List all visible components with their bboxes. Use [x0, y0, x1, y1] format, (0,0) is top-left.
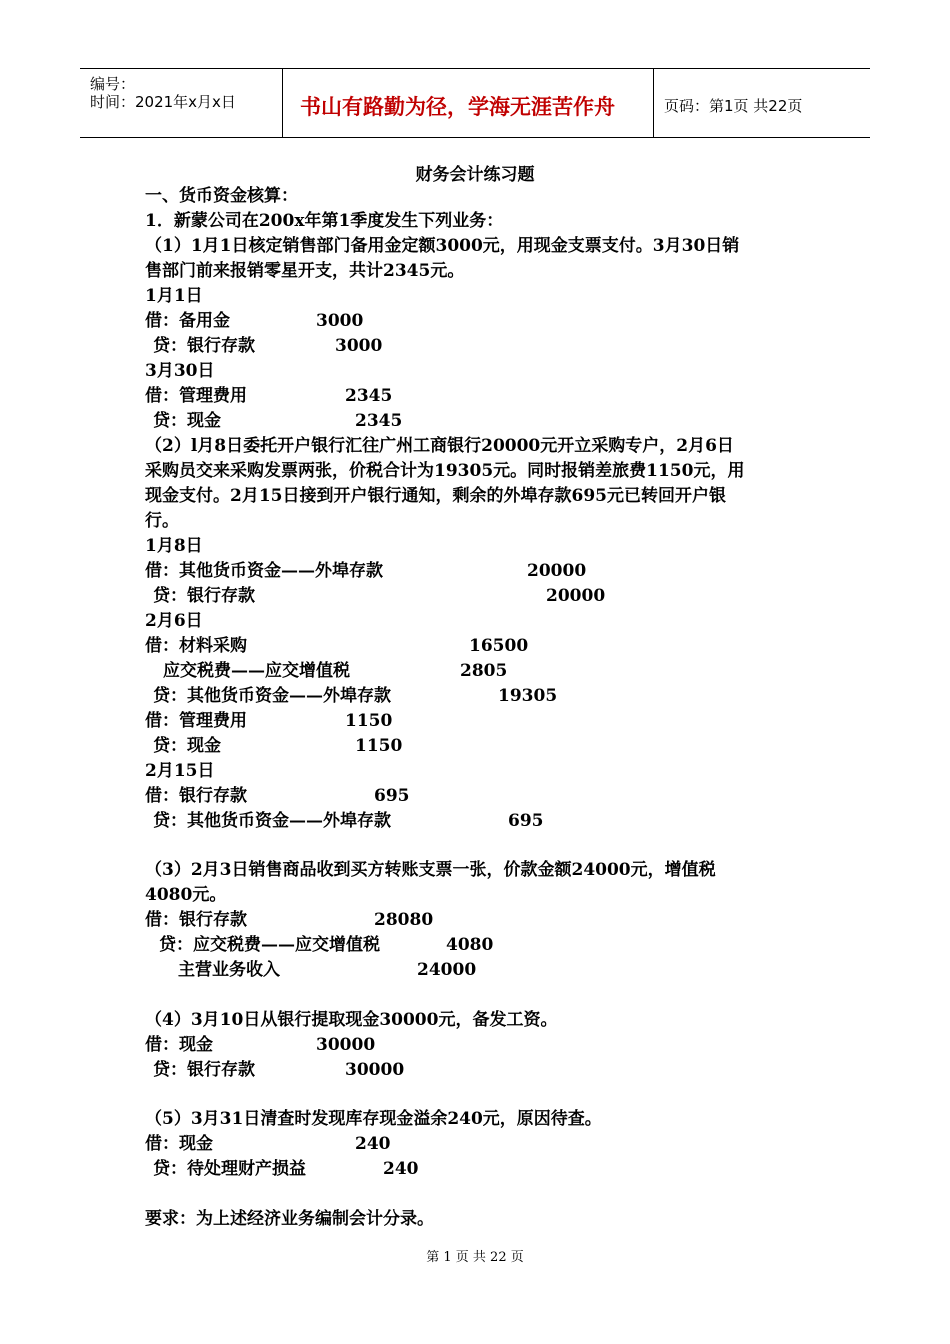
requirement-line: 要求：为上述经济业务编制会计分录。	[145, 1209, 434, 1229]
entry-account: 贷：待处理财产损益	[153, 1159, 306, 1179]
question-intro: 1．新蒙公司在200x年第1季度发生下列业务：	[145, 211, 504, 231]
entry-account: 借：银行存款	[145, 910, 247, 930]
text-line: 行。	[145, 511, 179, 531]
entry-amount: 2345	[345, 386, 393, 406]
entry-account: 贷：现金	[153, 411, 221, 431]
text-line: （3）2月3日销售商品收到买方转账支票一张，价款金额24000元，增值税	[145, 860, 716, 880]
entry-account: 贷：其他货币资金——外埠存款	[153, 686, 391, 706]
entry-amount: 24000	[417, 960, 477, 980]
entry-amount: 240	[383, 1159, 419, 1179]
entry-account: 借：其他货币资金——外埠存款	[145, 561, 383, 581]
entry-account: 借：材料采购	[145, 636, 247, 656]
entry-amount: 3000	[335, 336, 383, 356]
text-line: （1）1月1日核定销售部门备用金定额3000元，用现金支票支付。3月30日销	[145, 236, 740, 256]
entry-account: 贷：银行存款	[153, 1060, 255, 1080]
entry-account: 借：银行存款	[145, 786, 247, 806]
time-label: 时间：2021年x月x日	[90, 93, 236, 111]
entry-account: 借：现金	[145, 1134, 213, 1154]
entry-amount: 695	[508, 811, 544, 831]
entry-amount: 16500	[469, 636, 529, 656]
entry-account: 借：管理费用	[145, 711, 247, 731]
page-footer: 第 1 页 共 22 页	[426, 1250, 524, 1265]
text-line: 采购员交来采购发票两张，价税合计为19305元。同时报销差旅费1150元，用	[145, 461, 745, 481]
entry-amount: 20000	[527, 561, 587, 581]
number-label: 编号：	[90, 75, 136, 93]
text-line: （4）3月10日从银行提取现金30000元，备发工资。	[145, 1010, 558, 1030]
entry-amount: 19305	[498, 686, 558, 706]
entry-amount: 20000	[546, 586, 606, 606]
section-heading: 一、货币资金核算：	[145, 186, 298, 206]
motto: 书山有路勤为径，学海无涯苦作舟	[300, 95, 615, 119]
text-line: （2）l月8日委托开户银行汇往广州工商银行20000元开立采购专户，2月6日	[145, 436, 734, 456]
entry-account: 借：管理费用	[145, 386, 247, 406]
text-line: 现金支付。2月15日接到开户银行通知，剩余的外埠存款695元已转回开户银	[145, 486, 726, 506]
text-line: 4080元。	[145, 885, 227, 905]
text-line: 售部门前来报销零星开支，共计2345元。	[145, 261, 465, 281]
text-line: （5）3月31日清查时发现库存现金溢余240元，原因待查。	[145, 1109, 602, 1129]
entry-amount: 695	[374, 786, 410, 806]
entry-amount: 1150	[355, 736, 403, 756]
entry-amount: 30000	[345, 1060, 405, 1080]
entry-account: 借：现金	[145, 1035, 213, 1055]
date-line: 2月15日	[145, 761, 215, 781]
entry-amount: 28080	[374, 910, 434, 930]
page-info: 页码：第1页 共22页	[664, 97, 803, 115]
document-title: 财务会计练习题	[415, 165, 535, 185]
entry-account: 贷：银行存款	[153, 586, 255, 606]
date-line: 1月8日	[145, 536, 203, 556]
date-line: 2月6日	[145, 611, 203, 631]
entry-amount: 1150	[345, 711, 393, 731]
entry-amount: 4080	[446, 935, 494, 955]
entry-amount: 2805	[460, 661, 508, 681]
entry-amount: 3000	[316, 311, 364, 331]
entry-account: 贷：银行存款	[153, 336, 255, 356]
entry-account: 主营业务收入	[178, 960, 280, 980]
entry-account: 应交税费——应交增值税	[163, 661, 350, 681]
date-line: 1月1日	[145, 286, 203, 306]
date-line: 3月30日	[145, 361, 215, 381]
entry-account: 贷：现金	[153, 736, 221, 756]
entry-account: 贷：其他货币资金——外埠存款	[153, 811, 391, 831]
entry-account: 借：备用金	[145, 311, 230, 331]
entry-amount: 30000	[316, 1035, 376, 1055]
entry-account: 贷：应交税费——应交增值税	[159, 935, 380, 955]
entry-amount: 2345	[355, 411, 403, 431]
entry-amount: 240	[355, 1134, 391, 1154]
